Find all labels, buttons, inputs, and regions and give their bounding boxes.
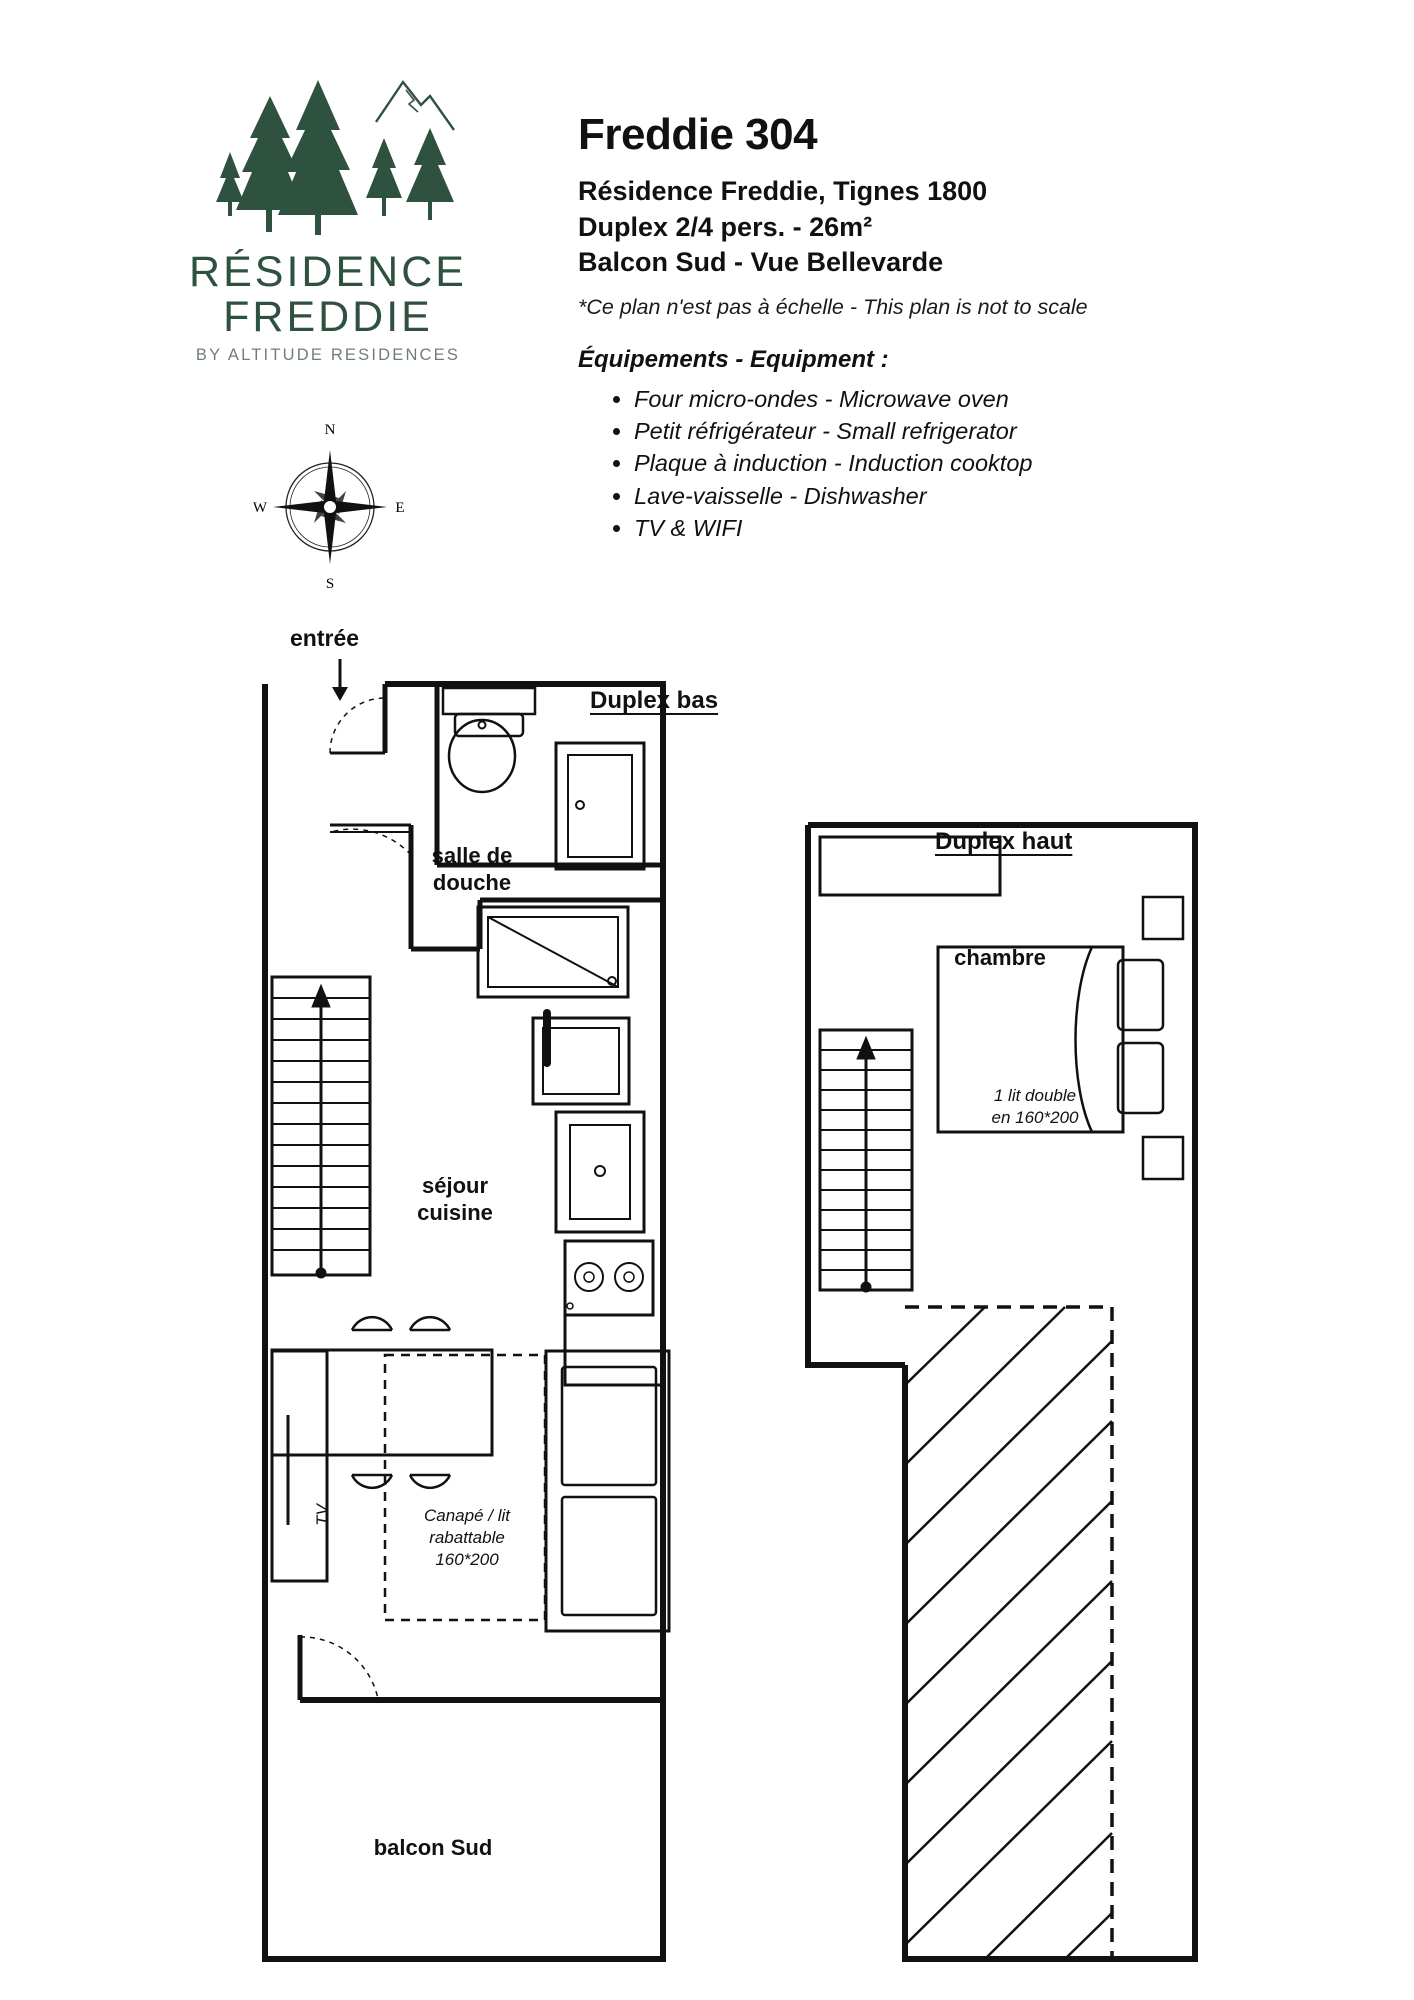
compass-rose-icon	[250, 420, 410, 595]
residence-line: Résidence Freddie, Tignes 1800	[578, 176, 988, 206]
svg-text:S: S	[325, 576, 335, 592]
floorplan-drawing	[0, 625, 1414, 2000]
room-label-balcony: balcon Sud	[373, 1835, 493, 1860]
entrance-arrow-icon	[325, 657, 355, 702]
compass-rose	[250, 420, 410, 595]
list-item: • Petit réfrigérateur - Small refrigerator	[634, 416, 1378, 447]
floor-plans	[0, 625, 1414, 2000]
type-line: Duplex 2/4 pers. - 26m²	[578, 211, 873, 242]
scale-disclaimer: *Ce plan n'est pas à échelle - This plan is not to scale	[578, 294, 1088, 319]
upper-plan-label: Duplex haut	[935, 828, 1073, 855]
sofa-bed-note: Canapé / lit rabattable 160*200	[424, 1506, 510, 1570]
title-block	[578, 110, 1378, 545]
header	[0, 0, 1414, 640]
bed-note: 1 lit double en 160*200	[991, 1086, 1079, 1128]
logo-line-2: FREDDIE	[223, 293, 433, 342]
list-item: • Lave-vaisselle - Dishwasher	[634, 481, 1378, 512]
exposure-line: Balcon Sud - Vue Bellevarde	[578, 247, 944, 278]
entrance-label: entrée	[290, 625, 360, 651]
svg-text:N: N	[324, 422, 336, 438]
logo-subtitle: BY ALTITUDE RESIDENCES	[195, 346, 461, 365]
room-label-bedroom: chambre	[954, 945, 1046, 970]
list-item: • TV & WIFI	[634, 513, 1378, 544]
equipment-list	[578, 384, 1378, 544]
pine-trees-mountain-icon	[178, 60, 478, 245]
page-title: Freddie 304	[578, 110, 818, 159]
brand-logo	[178, 60, 478, 365]
tv-label: TV	[312, 1504, 332, 1526]
logo-line-1: RÉSIDENCE	[189, 248, 467, 296]
upper-duplex-plan	[808, 825, 1195, 1959]
list-item: • Plaque à induction - Induction cooktop	[634, 448, 1378, 479]
room-label-bathroom: salle de douche	[431, 843, 513, 895]
room-label-living: séjour cuisine	[417, 1173, 493, 1225]
list-item: • Four micro-ondes - Microwave oven	[634, 384, 1378, 415]
equipment-heading: Équipements - Equipment :	[578, 345, 889, 373]
lower-plan-label: Duplex bas	[590, 687, 719, 714]
svg-text:E: E	[395, 500, 405, 516]
svg-text:W: W	[252, 500, 268, 516]
